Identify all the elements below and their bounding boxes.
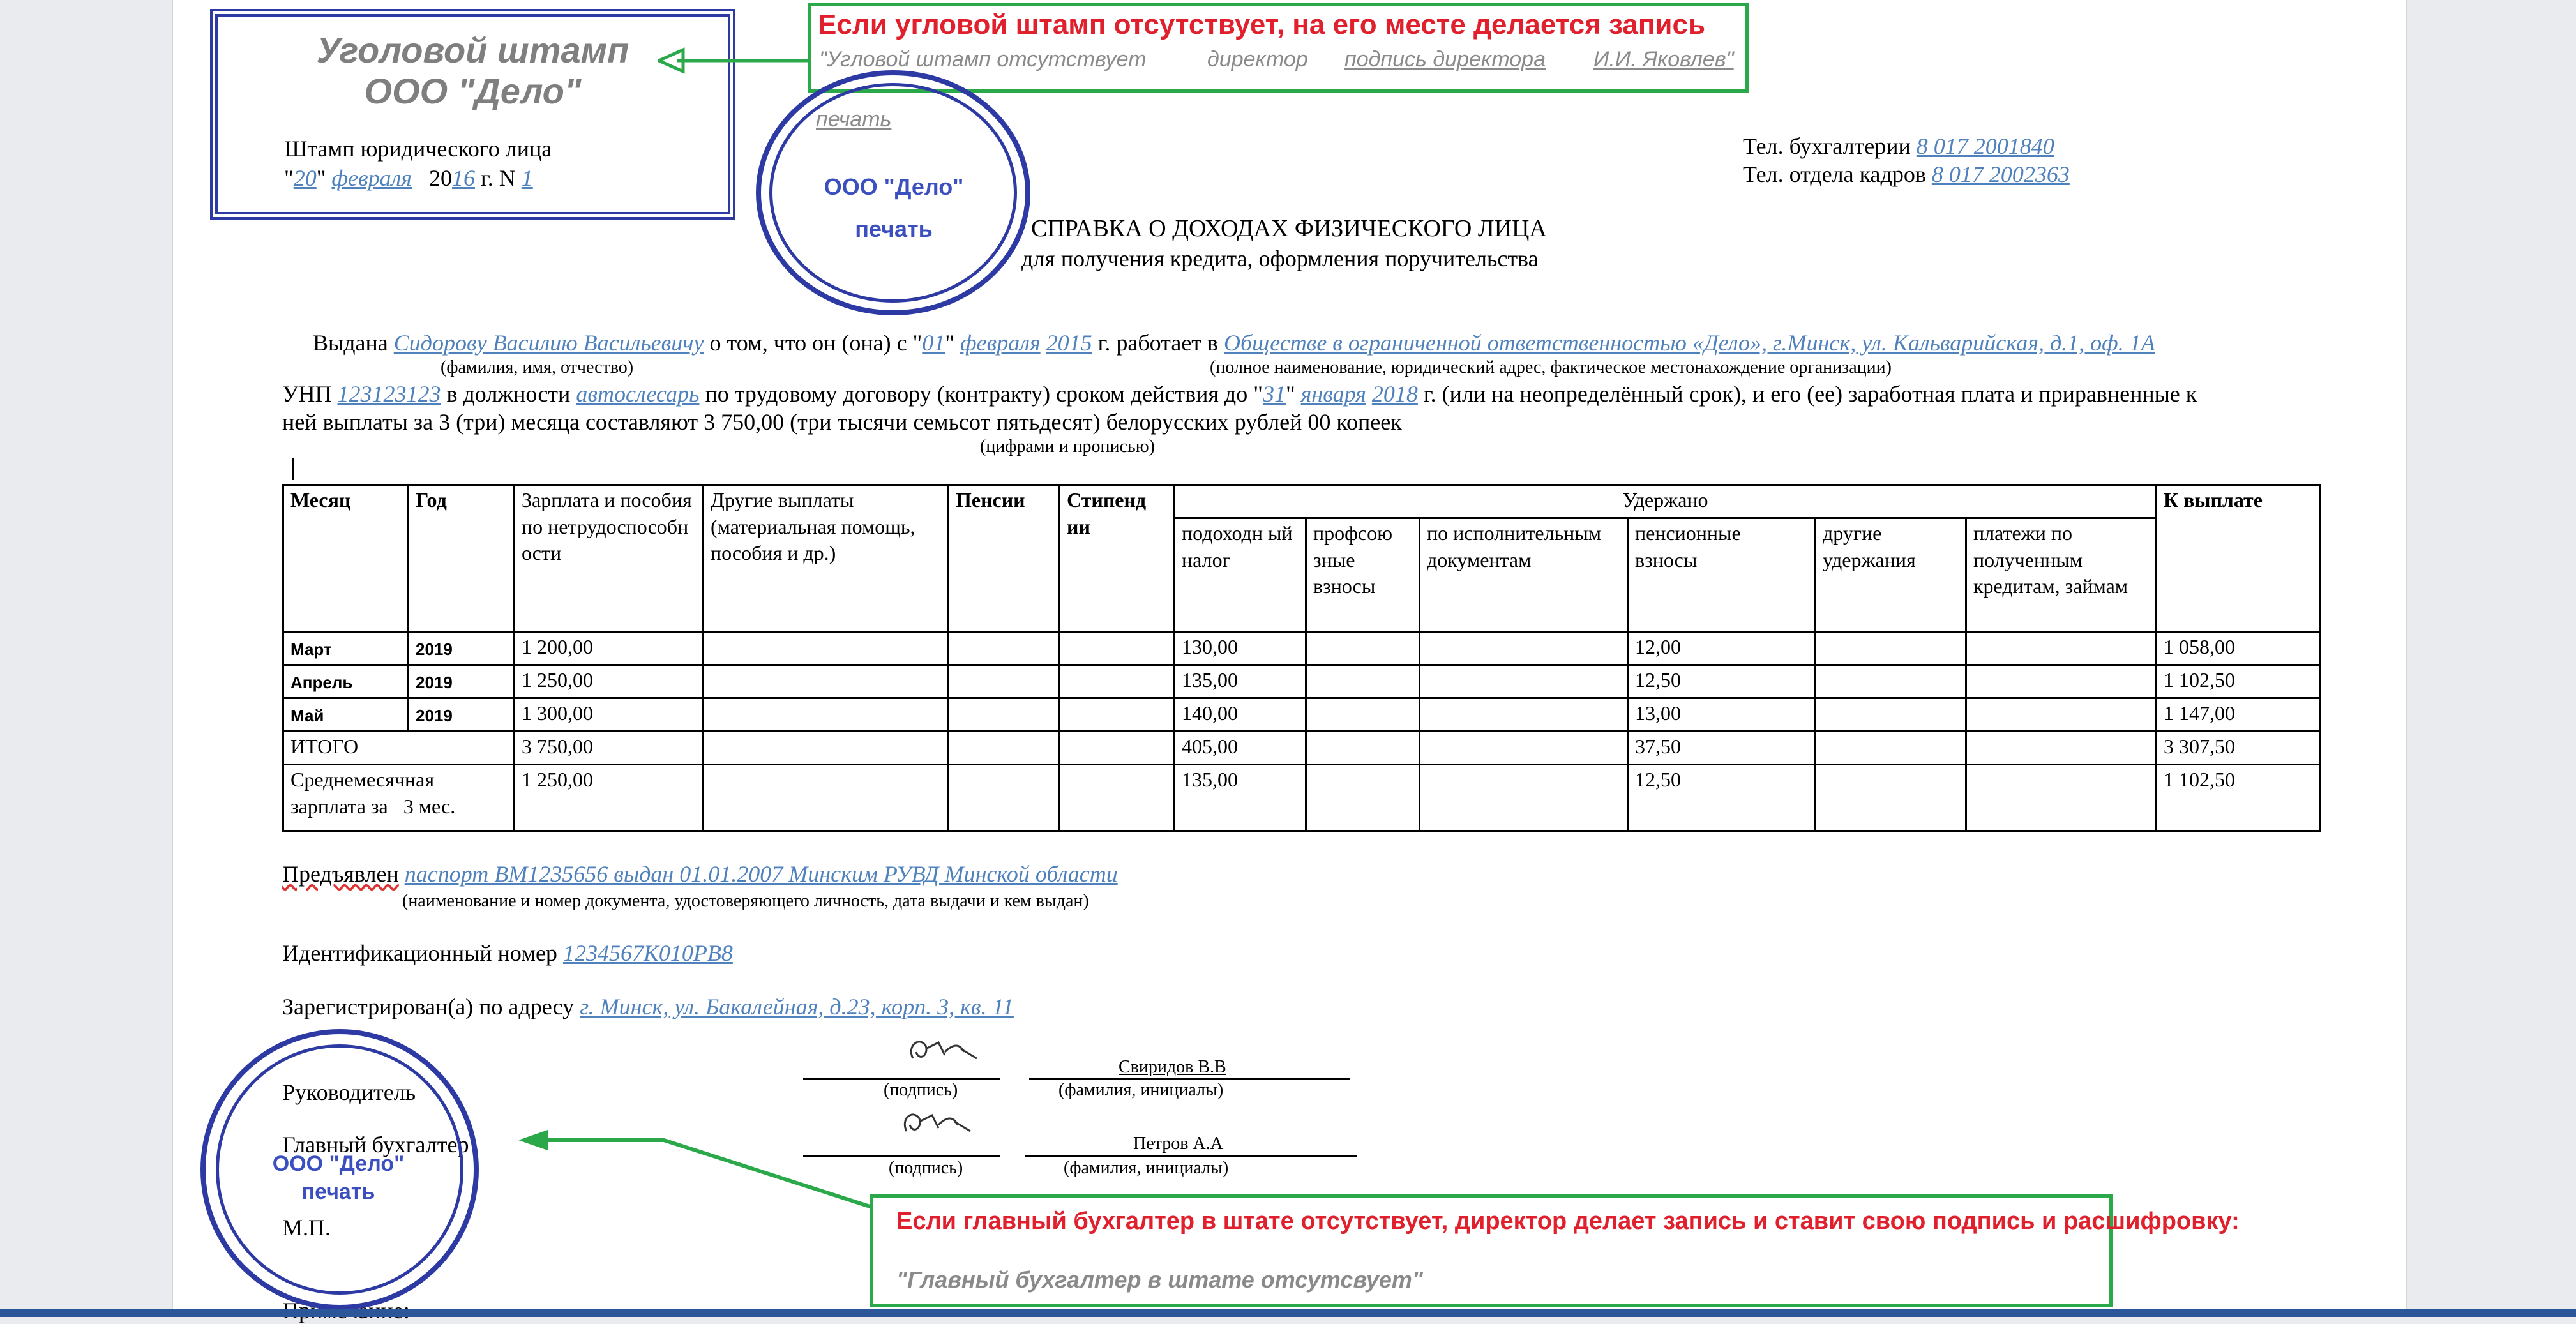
cell-tax: 140,00 xyxy=(1175,698,1306,732)
cell-year: 2019 xyxy=(409,632,515,665)
th-union: профсою зные взносы xyxy=(1306,518,1420,632)
accountant-sign-note: (подпись) xyxy=(889,1158,963,1178)
since-month: февраля xyxy=(960,330,1041,356)
cell-tax: 130,00 xyxy=(1175,632,1306,665)
accountant-label: Главный бухгалтер xyxy=(282,1132,469,1157)
document-title: СПРАВКА О ДОХОДАХ ФИЗИЧЕСКОГО ЛИЦА xyxy=(1031,215,1547,242)
id-line xyxy=(282,940,733,967)
th-income-tax: подоходн ый налог xyxy=(1175,518,1306,632)
position-value: автослесарь xyxy=(576,381,700,407)
cell-total-salary: 3 750,00 xyxy=(515,732,704,765)
salary-text: г. (или на неопределённый срок), и его (ее) заработная плата и приравненные к xyxy=(1423,381,2197,407)
contract-year: 2018 xyxy=(1371,381,1418,407)
cell-average-salary: 1 250,00 xyxy=(515,765,704,831)
head-sign-note: (подпись) xyxy=(884,1080,958,1100)
top-annotation-box xyxy=(808,3,1749,93)
th-year: Год xyxy=(409,485,515,632)
head-name: Свиридов В.В xyxy=(1119,1057,1226,1077)
corner-stamp-box xyxy=(210,9,735,220)
th-salary: Зарплата и пособия по нетрудоспособн ости xyxy=(515,485,704,632)
seal-bottom-line1: ООО "Дело" xyxy=(272,1152,405,1176)
contract-day: 31 xyxy=(1262,381,1286,407)
cell-average-payout: 1 102,50 xyxy=(2157,765,2320,831)
corner-stamp-title-line1: Уголовой штамп xyxy=(316,30,629,70)
cell-pension-contrib: 12,00 xyxy=(1628,632,1816,665)
note-digits: (цифрами и прописью) xyxy=(980,437,1155,456)
address-line xyxy=(282,993,1014,1020)
cell-month: Май xyxy=(283,698,409,732)
th-loan-payments: платежи по полученным кредитам, займам xyxy=(1966,518,2157,632)
contract-text: по трудовому договору (контракту) сроком действия до " xyxy=(705,381,1263,407)
cell-total-tax: 405,00 xyxy=(1175,732,1306,765)
unp-value: 123123123 xyxy=(337,381,441,407)
cell-salary: 1 250,00 xyxy=(515,665,704,698)
unp-label: УНП xyxy=(282,381,332,407)
cell-salary: 1 200,00 xyxy=(515,632,704,665)
presented-value: паспорт ВМ1235656 выдан 01.01.2007 Минским РУВД Минской области xyxy=(404,861,1118,887)
seal-top-line2: печать xyxy=(855,216,933,242)
stamp-number: 1 xyxy=(521,165,533,191)
th-stipend: Стипенд ии xyxy=(1060,485,1175,632)
stamp-date-month: февраля xyxy=(331,165,412,191)
top-annotation-name: И.И. Яковлев" xyxy=(1593,47,1734,71)
th-withheld: Удержано xyxy=(1175,485,2157,518)
phone-accounting-value: 8 017 2001840 xyxy=(1916,133,2054,159)
table-row xyxy=(283,632,2320,665)
top-annotation-seal-label: печать xyxy=(816,107,892,132)
top-annotation-example: "Угловой штамп отсутствует xyxy=(819,47,1147,71)
issued-name: Сидорову Василию Васильевичу xyxy=(393,330,704,356)
cell-pension-contrib: 12,50 xyxy=(1628,665,1816,698)
id-label: Идентификационный номер xyxy=(282,940,557,966)
table-row-total xyxy=(283,732,2320,765)
cell-average-tax: 135,00 xyxy=(1175,765,1306,831)
stamp-date-day: 20 xyxy=(293,165,317,191)
corner-stamp-title-line2: ООО "Дело" xyxy=(364,71,582,111)
phone-accounting xyxy=(1743,133,2054,160)
window-bottom-bar xyxy=(0,1309,2576,1317)
head-name-line xyxy=(1029,1078,1350,1080)
accountant-name-note: (фамилия, инициалы) xyxy=(1064,1158,1229,1178)
th-other: Другие выплаты (материальная помощь, пособия и др.) xyxy=(704,485,949,632)
legal-stamp-label: Штамп юридического лица xyxy=(284,136,552,162)
phone-hr-label: Тел. отдела кадров xyxy=(1743,162,1926,187)
text-cursor xyxy=(292,458,294,480)
phone-accounting-label: Тел. бухгалтерии xyxy=(1743,133,1911,159)
top-annotation-signature: подпись директора xyxy=(1344,47,1546,71)
id-value: 1234567К010РВ8 xyxy=(562,940,733,966)
note-fio: (фамилия, имя, отчество) xyxy=(441,357,634,377)
annotation-arrow-bottom xyxy=(517,1127,887,1217)
cell-payout: 1 147,00 xyxy=(2157,698,2320,732)
address-value: г. Минск, ул. Бакалейная, д.23, корп. 3, кв. 11 xyxy=(580,994,1014,1019)
table-row xyxy=(283,698,2320,732)
table-row xyxy=(283,665,2320,698)
presented-note: (наименование и номер документа, удостоверяющего личность, дата выдачи и кем выдан) xyxy=(402,891,1089,911)
unp-line: УНП 123123123 в должности автослесарь по трудовому договору (контракту) сроком действия до "31" января 2018 г. (или на неопределённый срок), и его (ее) заработная плата и приравненные к xyxy=(282,381,2197,407)
annotation-arrow-top xyxy=(658,45,824,77)
cell-month: Апрель xyxy=(283,665,409,698)
accountant-signature-scribble xyxy=(894,1106,977,1144)
seal-top-line1: ООО "Дело" xyxy=(824,174,964,200)
top-annotation-position: директор xyxy=(1207,47,1308,71)
bottom-annotation-example: "Главный бухгалтер в штате отсутсвует" xyxy=(896,1267,1423,1293)
accountant-name: Петров А.А xyxy=(1133,1134,1223,1154)
cell-average-pension-contrib: 12,50 xyxy=(1628,765,1816,831)
stamp-year-suffix: 16 xyxy=(452,165,476,191)
stamp-year-rest: г. N xyxy=(481,165,516,191)
contract-month: января xyxy=(1300,381,1366,407)
issued-label: Выдана xyxy=(313,330,388,356)
cell-average-label: Среднемесячная зарплата за 3 мес. xyxy=(283,765,515,831)
cell-payout: 1 102,50 xyxy=(2157,665,2320,698)
note-org: (полное наименование, юридический адрес, фактическое местонахождение организации) xyxy=(1210,357,1892,377)
cell-total-payout: 3 307,50 xyxy=(2157,732,2320,765)
cell-total-label: ИТОГО xyxy=(283,732,515,765)
th-exec-docs: по исполнительным документам xyxy=(1420,518,1628,632)
stamp-date-line xyxy=(284,165,533,192)
cell-tax: 135,00 xyxy=(1175,665,1306,698)
top-annotation-headline: Если угловой штамп отсутствует, на его месте делается запись xyxy=(818,9,1705,40)
cell-pension-contrib: 13,00 xyxy=(1628,698,1816,732)
th-month: Месяц xyxy=(283,485,409,632)
th-pension: Пенсии xyxy=(949,485,1060,632)
bottom-annotation-box xyxy=(870,1194,2240,1307)
cell-payout: 1 058,00 xyxy=(2157,632,2320,665)
address-label: Зарегистрирован(а) по адресу xyxy=(282,994,575,1019)
position-label: в должности xyxy=(446,381,571,407)
mp-label: М.П. xyxy=(282,1215,331,1240)
since-day: 01 xyxy=(922,330,945,356)
th-payout: К выплате xyxy=(2157,485,2320,632)
cell-salary: 1 300,00 xyxy=(515,698,704,732)
th-other-withheld: другие удержания xyxy=(1816,518,1966,632)
th-pension-contrib: пенсионные взносы xyxy=(1628,518,1816,632)
presented-line xyxy=(282,861,1118,887)
cell-total-pension-contrib: 37,50 xyxy=(1628,732,1816,765)
cell-month: Март xyxy=(283,632,409,665)
phone-hr-value: 8 017 2002363 xyxy=(1931,162,2070,187)
date-quote-close: " xyxy=(316,165,326,191)
income-table xyxy=(282,484,2321,832)
head-name-note: (фамилия, инициалы) xyxy=(1058,1080,1224,1100)
bottom-annotation-headline: Если главный бухгалтер в штате отсутствует, директор делает запись и ставит свою подпись и расшифровку: xyxy=(896,1208,2240,1235)
since-year: 2015 xyxy=(1046,330,1092,356)
salary-line2: ней выплаты за 3 (три) месяца составляют 3 750,00 (три тысячи семьсот пятьдесят) белорусских рублей 00 копеек xyxy=(282,409,1402,435)
seal-bottom-line2: печать xyxy=(301,1180,375,1204)
cell-year: 2019 xyxy=(409,665,515,698)
issued-line: Выдана Сидорову Василию Васильевичу о том, что он (она) с "01" февраля 2015 г. работает в Обществе в ограниченной ответственностью «Дело», г.Минск, ул. Кальварийская, д.1, оф. 1А xyxy=(313,330,2155,356)
phone-hr xyxy=(1743,161,2070,188)
presented-label: Предъявлен xyxy=(282,861,399,887)
document-subtitle: для получения кредита, оформления поручительства xyxy=(1021,246,1539,271)
table-row-average xyxy=(283,765,2320,831)
accountant-name-line xyxy=(1025,1155,1357,1157)
since-text: о том, что он (она) с " xyxy=(709,330,923,356)
cell-year: 2019 xyxy=(409,698,515,732)
works-at: г. работает в xyxy=(1097,330,1219,356)
head-sign-line xyxy=(803,1078,1000,1080)
head-label: Руководитель xyxy=(282,1080,416,1105)
organization: Обществе в ограниченной ответственностью «Дело», г.Минск, ул. Кальварийская, д.1, оф. 1А xyxy=(1224,330,2155,356)
date-quote-open: " xyxy=(284,165,294,191)
stamp-year-prefix: 20 xyxy=(429,165,453,191)
head-signature-scribble xyxy=(900,1033,983,1071)
